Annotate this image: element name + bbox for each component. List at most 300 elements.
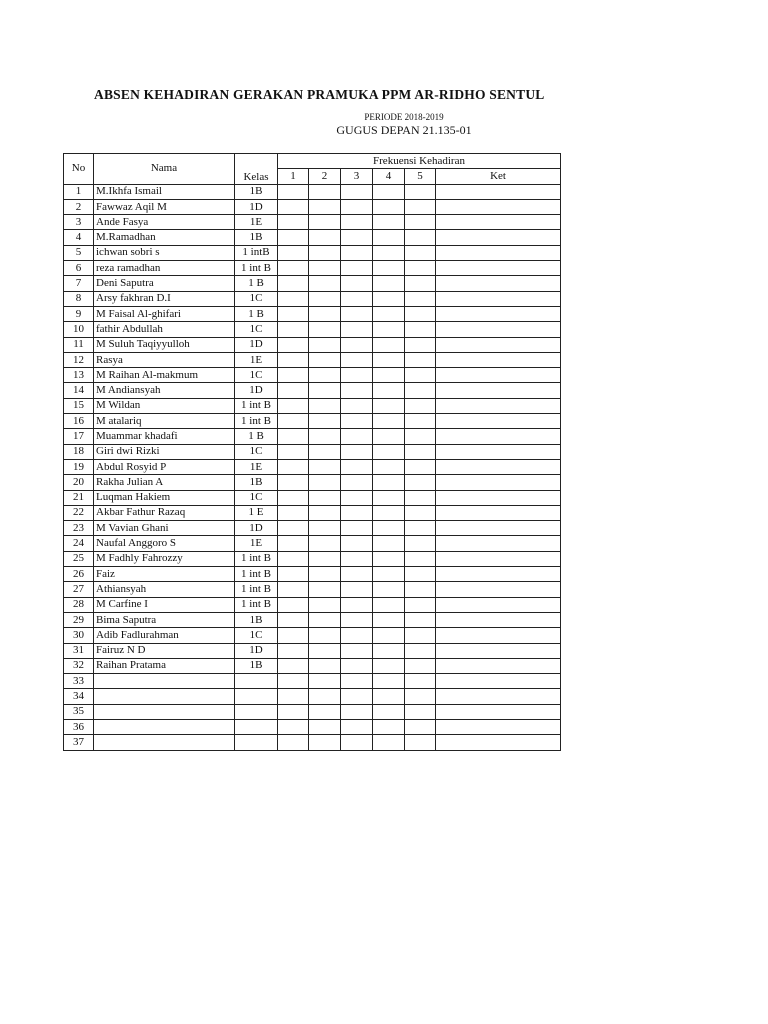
row-number-cell: 29 xyxy=(64,612,94,627)
attendance-cell-2 xyxy=(309,352,341,367)
attendance-cell-3 xyxy=(341,597,373,612)
attendance-cell-1 xyxy=(278,628,309,643)
attendance-cell-1 xyxy=(278,414,309,429)
row-kelas-cell: 1D xyxy=(235,643,278,658)
row-number-cell: 16 xyxy=(64,414,94,429)
table-row xyxy=(64,490,561,505)
table-row xyxy=(64,245,561,260)
attendance-cell-1 xyxy=(278,261,309,276)
attendance-cell-2 xyxy=(309,475,341,490)
attendance-cell-5 xyxy=(405,337,436,352)
attendance-cell-3 xyxy=(341,337,373,352)
row-kelas-cell: 1 int B xyxy=(235,582,278,597)
row-number-cell: 36 xyxy=(64,719,94,734)
attendance-cell-3 xyxy=(341,475,373,490)
row-ket-cell xyxy=(436,398,561,413)
row-kelas-cell: 1B xyxy=(235,475,278,490)
attendance-cell-1 xyxy=(278,184,309,199)
attendance-cell-1 xyxy=(278,215,309,230)
row-ket-cell xyxy=(436,352,561,367)
attendance-cell-4 xyxy=(373,245,405,260)
header-no: No xyxy=(64,154,94,185)
attendance-cell-1 xyxy=(278,245,309,260)
table-row xyxy=(64,199,561,214)
row-kelas-cell: 1C xyxy=(235,291,278,306)
attendance-cell-3 xyxy=(341,674,373,689)
attendance-cell-4 xyxy=(373,230,405,245)
attendance-cell-5 xyxy=(405,735,436,750)
table-row xyxy=(64,689,561,704)
row-kelas-cell: 1 int B xyxy=(235,414,278,429)
row-number-cell: 3 xyxy=(64,215,94,230)
row-nama-cell: Muammar khadafi xyxy=(94,429,235,444)
row-number-cell: 26 xyxy=(64,567,94,582)
row-ket-cell xyxy=(436,368,561,383)
row-kelas-cell: 1 int B xyxy=(235,597,278,612)
table-row xyxy=(64,444,561,459)
attendance-cell-5 xyxy=(405,199,436,214)
attendance-cell-2 xyxy=(309,674,341,689)
attendance-cell-1 xyxy=(278,643,309,658)
attendance-cell-5 xyxy=(405,490,436,505)
row-kelas-cell: 1B xyxy=(235,658,278,673)
attendance-cell-5 xyxy=(405,689,436,704)
attendance-cell-3 xyxy=(341,505,373,520)
row-ket-cell xyxy=(436,505,561,520)
row-number-cell: 10 xyxy=(64,322,94,337)
table-row xyxy=(64,551,561,566)
attendance-cell-1 xyxy=(278,230,309,245)
row-number-cell: 31 xyxy=(64,643,94,658)
table-row xyxy=(64,505,561,520)
row-nama-cell: Naufal Anggoro S xyxy=(94,536,235,551)
attendance-cell-1 xyxy=(278,383,309,398)
table-row xyxy=(64,658,561,673)
attendance-cell-3 xyxy=(341,628,373,643)
attendance-cell-4 xyxy=(373,628,405,643)
attendance-cell-1 xyxy=(278,276,309,291)
attendance-cell-1 xyxy=(278,490,309,505)
row-nama-cell: Rakha Julian A xyxy=(94,475,235,490)
row-nama-cell xyxy=(94,735,235,750)
row-nama-cell: M Carfine I xyxy=(94,597,235,612)
row-kelas-cell: 1B xyxy=(235,230,278,245)
attendance-cell-4 xyxy=(373,184,405,199)
table-row xyxy=(64,674,561,689)
table-row xyxy=(64,567,561,582)
attendance-cell-1 xyxy=(278,352,309,367)
row-nama-cell: fathir Abdullah xyxy=(94,322,235,337)
row-kelas-cell: 1E xyxy=(235,352,278,367)
attendance-cell-2 xyxy=(309,429,341,444)
row-kelas-cell: 1C xyxy=(235,444,278,459)
table-row xyxy=(64,704,561,719)
attendance-cell-4 xyxy=(373,322,405,337)
attendance-cell-2 xyxy=(309,658,341,673)
row-kelas-cell: 1E xyxy=(235,459,278,474)
row-number-cell: 35 xyxy=(64,704,94,719)
gugus-depan-label: GUGUS DEPAN 21.135-01 xyxy=(336,123,472,137)
attendance-cell-4 xyxy=(373,261,405,276)
header-freq-4: 4 xyxy=(373,169,405,184)
attendance-cell-4 xyxy=(373,505,405,520)
attendance-cell-3 xyxy=(341,429,373,444)
row-kelas-cell: 1C xyxy=(235,490,278,505)
attendance-cell-5 xyxy=(405,551,436,566)
table-row xyxy=(64,306,561,321)
row-ket-cell xyxy=(436,719,561,734)
row-ket-cell xyxy=(436,597,561,612)
row-number-cell: 14 xyxy=(64,383,94,398)
attendance-cell-4 xyxy=(373,735,405,750)
row-ket-cell xyxy=(436,459,561,474)
table-row xyxy=(64,261,561,276)
attendance-cell-1 xyxy=(278,658,309,673)
row-number-cell: 21 xyxy=(64,490,94,505)
attendance-cell-3 xyxy=(341,276,373,291)
row-kelas-cell xyxy=(235,735,278,750)
row-kelas-cell: 1E xyxy=(235,215,278,230)
row-ket-cell xyxy=(436,429,561,444)
attendance-cell-2 xyxy=(309,184,341,199)
attendance-cell-3 xyxy=(341,658,373,673)
attendance-cell-3 xyxy=(341,322,373,337)
row-ket-cell xyxy=(436,414,561,429)
attendance-cell-5 xyxy=(405,398,436,413)
table-row xyxy=(64,475,561,490)
table-row xyxy=(64,643,561,658)
table-row xyxy=(64,429,561,444)
row-ket-cell xyxy=(436,230,561,245)
attendance-cell-3 xyxy=(341,368,373,383)
attendance-cell-5 xyxy=(405,276,436,291)
attendance-cell-4 xyxy=(373,352,405,367)
attendance-cell-4 xyxy=(373,215,405,230)
row-ket-cell xyxy=(436,567,561,582)
attendance-cell-2 xyxy=(309,643,341,658)
row-kelas-cell: 1B xyxy=(235,612,278,627)
attendance-cell-2 xyxy=(309,261,341,276)
row-kelas-cell: 1 int B xyxy=(235,551,278,566)
row-ket-cell xyxy=(436,658,561,673)
row-number-cell: 15 xyxy=(64,398,94,413)
attendance-cell-3 xyxy=(341,291,373,306)
attendance-cell-2 xyxy=(309,230,341,245)
attendance-cell-4 xyxy=(373,459,405,474)
row-kelas-cell: 1 B xyxy=(235,306,278,321)
attendance-cell-4 xyxy=(373,551,405,566)
attendance-cell-3 xyxy=(341,643,373,658)
row-nama-cell: M.Ramadhan xyxy=(94,230,235,245)
attendance-cell-2 xyxy=(309,276,341,291)
row-number-cell: 1 xyxy=(64,184,94,199)
row-nama-cell: M Wildan xyxy=(94,398,235,413)
attendance-cell-5 xyxy=(405,368,436,383)
row-number-cell: 33 xyxy=(64,674,94,689)
attendance-cell-1 xyxy=(278,429,309,444)
attendance-cell-4 xyxy=(373,429,405,444)
attendance-cell-2 xyxy=(309,628,341,643)
attendance-cell-4 xyxy=(373,643,405,658)
attendance-cell-3 xyxy=(341,567,373,582)
attendance-cell-2 xyxy=(309,490,341,505)
attendance-cell-1 xyxy=(278,505,309,520)
attendance-cell-5 xyxy=(405,612,436,627)
attendance-cell-5 xyxy=(405,245,436,260)
row-nama-cell: Fairuz N D xyxy=(94,643,235,658)
attendance-cell-4 xyxy=(373,291,405,306)
attendance-cell-1 xyxy=(278,719,309,734)
row-nama-cell xyxy=(94,689,235,704)
row-ket-cell xyxy=(436,276,561,291)
row-nama-cell: Rasya xyxy=(94,352,235,367)
row-ket-cell xyxy=(436,184,561,199)
attendance-cell-3 xyxy=(341,490,373,505)
row-number-cell: 18 xyxy=(64,444,94,459)
attendance-cell-5 xyxy=(405,521,436,536)
attendance-cell-3 xyxy=(341,444,373,459)
attendance-cell-3 xyxy=(341,735,373,750)
row-number-cell: 9 xyxy=(64,306,94,321)
attendance-cell-4 xyxy=(373,582,405,597)
attendance-cell-3 xyxy=(341,261,373,276)
attendance-cell-3 xyxy=(341,414,373,429)
attendance-cell-5 xyxy=(405,658,436,673)
row-nama-cell xyxy=(94,719,235,734)
table-row xyxy=(64,459,561,474)
table-row xyxy=(64,276,561,291)
attendance-cell-1 xyxy=(278,582,309,597)
row-ket-cell xyxy=(436,551,561,566)
attendance-cell-4 xyxy=(373,689,405,704)
row-number-cell: 17 xyxy=(64,429,94,444)
table-row xyxy=(64,719,561,734)
row-number-cell: 13 xyxy=(64,368,94,383)
attendance-cell-2 xyxy=(309,582,341,597)
row-ket-cell xyxy=(436,199,561,214)
attendance-cell-1 xyxy=(278,674,309,689)
row-ket-cell xyxy=(436,628,561,643)
attendance-cell-3 xyxy=(341,704,373,719)
table-row xyxy=(64,536,561,551)
attendance-cell-1 xyxy=(278,475,309,490)
table-row xyxy=(64,215,561,230)
attendance-cell-1 xyxy=(278,612,309,627)
attendance-cell-4 xyxy=(373,567,405,582)
row-nama-cell: Giri dwi Rizki xyxy=(94,444,235,459)
attendance-cell-4 xyxy=(373,719,405,734)
row-nama-cell: M atalariq xyxy=(94,414,235,429)
row-number-cell: 7 xyxy=(64,276,94,291)
row-nama-cell: Luqman Hakiem xyxy=(94,490,235,505)
attendance-cell-4 xyxy=(373,414,405,429)
attendance-cell-3 xyxy=(341,582,373,597)
row-ket-cell xyxy=(436,383,561,398)
row-number-cell: 8 xyxy=(64,291,94,306)
attendance-cell-2 xyxy=(309,704,341,719)
attendance-cell-3 xyxy=(341,521,373,536)
attendance-body xyxy=(64,184,561,750)
attendance-cell-4 xyxy=(373,306,405,321)
row-kelas-cell: 1 B xyxy=(235,276,278,291)
attendance-cell-3 xyxy=(341,230,373,245)
attendance-cell-5 xyxy=(405,414,436,429)
attendance-cell-5 xyxy=(405,704,436,719)
attendance-cell-4 xyxy=(373,276,405,291)
attendance-cell-4 xyxy=(373,612,405,627)
table-row xyxy=(64,337,561,352)
table-row xyxy=(64,414,561,429)
attendance-cell-4 xyxy=(373,521,405,536)
row-nama-cell: Athiansyah xyxy=(94,582,235,597)
attendance-cell-5 xyxy=(405,719,436,734)
attendance-cell-2 xyxy=(309,719,341,734)
attendance-table xyxy=(63,153,561,751)
row-nama-cell: M Andiansyah xyxy=(94,383,235,398)
row-kelas-cell: 1 int B xyxy=(235,261,278,276)
attendance-cell-2 xyxy=(309,414,341,429)
row-kelas-cell: 1D xyxy=(235,199,278,214)
attendance-cell-1 xyxy=(278,368,309,383)
table-row xyxy=(64,521,561,536)
attendance-cell-1 xyxy=(278,337,309,352)
row-nama-cell xyxy=(94,674,235,689)
row-kelas-cell xyxy=(235,674,278,689)
table-row xyxy=(64,352,561,367)
row-number-cell: 5 xyxy=(64,245,94,260)
attendance-cell-1 xyxy=(278,199,309,214)
row-ket-cell xyxy=(436,643,561,658)
row-kelas-cell xyxy=(235,719,278,734)
row-ket-cell xyxy=(436,674,561,689)
table-row xyxy=(64,398,561,413)
attendance-cell-2 xyxy=(309,521,341,536)
attendance-cell-3 xyxy=(341,184,373,199)
header-frekuensi: Frekuensi Kehadiran xyxy=(278,154,561,169)
attendance-cell-2 xyxy=(309,322,341,337)
attendance-cell-5 xyxy=(405,383,436,398)
attendance-cell-5 xyxy=(405,567,436,582)
attendance-cell-4 xyxy=(373,597,405,612)
attendance-cell-3 xyxy=(341,551,373,566)
attendance-cell-2 xyxy=(309,551,341,566)
row-number-cell: 12 xyxy=(64,352,94,367)
row-number-cell: 32 xyxy=(64,658,94,673)
row-ket-cell xyxy=(436,536,561,551)
row-ket-cell xyxy=(436,337,561,352)
row-number-cell: 22 xyxy=(64,505,94,520)
attendance-cell-5 xyxy=(405,230,436,245)
row-nama-cell: M Vavian Ghani xyxy=(94,521,235,536)
attendance-cell-4 xyxy=(373,490,405,505)
row-ket-cell xyxy=(436,245,561,260)
attendance-cell-5 xyxy=(405,536,436,551)
row-number-cell: 11 xyxy=(64,337,94,352)
attendance-cell-3 xyxy=(341,199,373,214)
row-kelas-cell: 1B xyxy=(235,184,278,199)
row-nama-cell: Raihan Pratama xyxy=(94,658,235,673)
row-ket-cell xyxy=(436,582,561,597)
attendance-cell-5 xyxy=(405,628,436,643)
row-nama-cell: Deni Saputra xyxy=(94,276,235,291)
attendance-cell-2 xyxy=(309,459,341,474)
attendance-cell-3 xyxy=(341,612,373,627)
attendance-cell-2 xyxy=(309,612,341,627)
row-nama-cell: Akbar Fathur Razaq xyxy=(94,505,235,520)
row-kelas-cell: 1D xyxy=(235,337,278,352)
row-ket-cell xyxy=(436,322,561,337)
attendance-cell-2 xyxy=(309,337,341,352)
attendance-cell-3 xyxy=(341,536,373,551)
header-kelas: Kelas xyxy=(235,154,278,185)
row-number-cell: 24 xyxy=(64,536,94,551)
attendance-cell-2 xyxy=(309,291,341,306)
table-row xyxy=(64,184,561,199)
periode-label: PERIODE 2018-2019 xyxy=(364,112,444,122)
table-row xyxy=(64,735,561,750)
row-ket-cell xyxy=(436,735,561,750)
attendance-cell-2 xyxy=(309,368,341,383)
attendance-cell-5 xyxy=(405,597,436,612)
attendance-cell-5 xyxy=(405,261,436,276)
row-number-cell: 19 xyxy=(64,459,94,474)
row-nama-cell: Abdul Rosyid P xyxy=(94,459,235,474)
attendance-cell-4 xyxy=(373,368,405,383)
row-ket-cell xyxy=(436,261,561,276)
attendance-cell-3 xyxy=(341,306,373,321)
row-number-cell: 30 xyxy=(64,628,94,643)
attendance-cell-5 xyxy=(405,582,436,597)
attendance-cell-5 xyxy=(405,429,436,444)
attendance-cell-1 xyxy=(278,597,309,612)
header-freq-3: 3 xyxy=(341,169,373,184)
row-nama-cell: Bima Saputra xyxy=(94,612,235,627)
table-row xyxy=(64,368,561,383)
row-kelas-cell: 1E xyxy=(235,536,278,551)
attendance-cell-2 xyxy=(309,245,341,260)
row-kelas-cell: 1 B xyxy=(235,429,278,444)
attendance-cell-4 xyxy=(373,674,405,689)
attendance-cell-1 xyxy=(278,551,309,566)
row-ket-cell xyxy=(436,521,561,536)
attendance-cell-2 xyxy=(309,306,341,321)
attendance-cell-2 xyxy=(309,689,341,704)
attendance-cell-3 xyxy=(341,459,373,474)
attendance-cell-4 xyxy=(373,658,405,673)
attendance-cell-5 xyxy=(405,674,436,689)
row-nama-cell: Fawwaz Aqil M xyxy=(94,199,235,214)
row-ket-cell xyxy=(436,704,561,719)
table-row xyxy=(64,291,561,306)
header-freq-2: 2 xyxy=(309,169,341,184)
attendance-cell-4 xyxy=(373,383,405,398)
row-nama-cell xyxy=(94,704,235,719)
row-ket-cell xyxy=(436,306,561,321)
row-ket-cell xyxy=(436,612,561,627)
row-number-cell: 4 xyxy=(64,230,94,245)
row-number-cell: 2 xyxy=(64,199,94,214)
attendance-cell-5 xyxy=(405,475,436,490)
row-nama-cell: M Suluh Taqiyyulloh xyxy=(94,337,235,352)
attendance-cell-1 xyxy=(278,704,309,719)
attendance-cell-2 xyxy=(309,505,341,520)
table-row xyxy=(64,582,561,597)
table-row xyxy=(64,383,561,398)
attendance-cell-4 xyxy=(373,444,405,459)
attendance-cell-3 xyxy=(341,689,373,704)
row-nama-cell: M Raihan Al-makmum xyxy=(94,368,235,383)
attendance-cell-1 xyxy=(278,322,309,337)
